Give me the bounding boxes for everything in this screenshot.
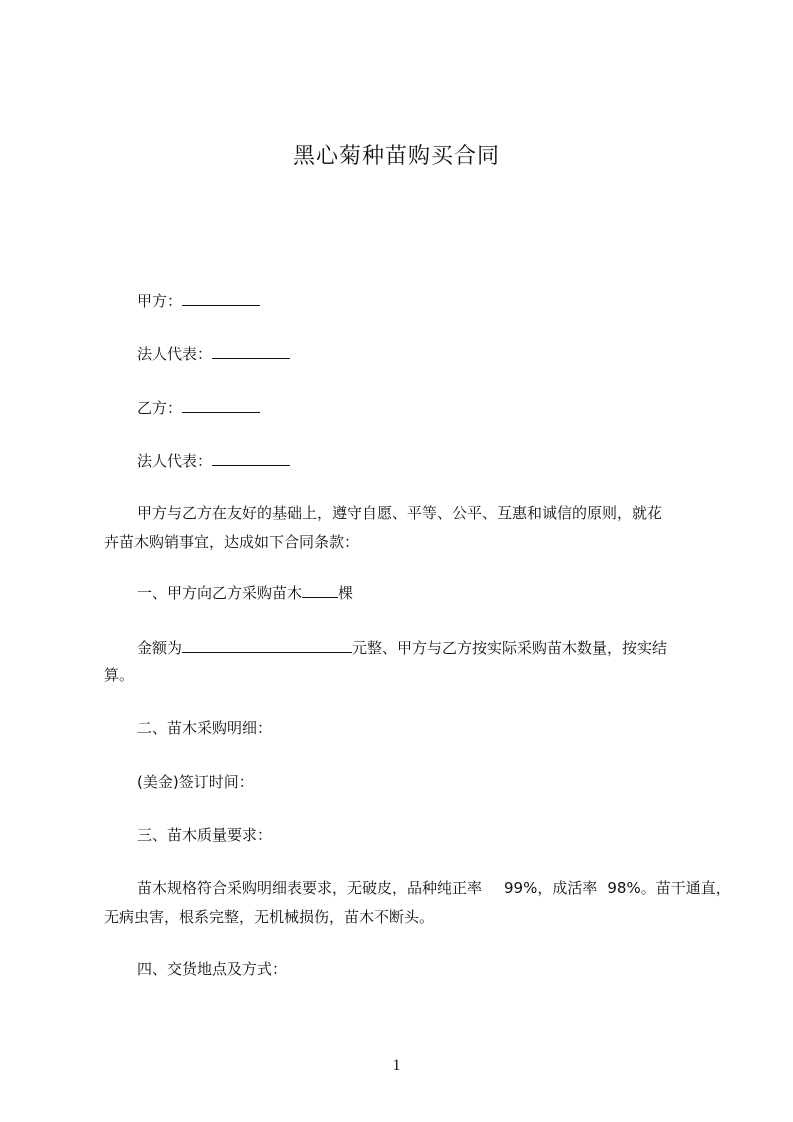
intro-paragraph-line-2: 卉苗木购销事宜，达成如下合同条款： xyxy=(104,533,360,551)
amount-label: 金额为 xyxy=(137,639,183,657)
party-b-rep-blank xyxy=(212,449,290,466)
section-4-heading: 四、交货地点及方式： xyxy=(137,960,288,978)
party-a-rep-line xyxy=(137,342,290,366)
amount-line-1 xyxy=(137,636,667,660)
party-b-blank xyxy=(182,396,260,413)
sign-time-line: (美金)签订时间： xyxy=(137,773,254,791)
party-b-label: 乙方： xyxy=(137,399,183,417)
party-a-label: 甲方： xyxy=(137,292,183,310)
document-title: 黑心菊种苗购买合同 xyxy=(292,144,500,169)
section-1-heading xyxy=(137,581,353,605)
party-a-rep-blank xyxy=(212,342,290,359)
party-a-line xyxy=(137,289,260,313)
party-a-rep-label: 法人代表： xyxy=(137,345,213,363)
party-b-rep-label: 法人代表： xyxy=(137,452,213,470)
quality-text-c: 98%。苗干通直， xyxy=(607,879,731,897)
page-number: 1 xyxy=(392,1057,401,1074)
section-3-heading: 三、苗木质量要求： xyxy=(137,826,273,844)
party-b-rep-line xyxy=(137,449,290,473)
amount-blank xyxy=(182,636,352,653)
section-1-unit: 棵 xyxy=(338,584,354,602)
quality-line-1 xyxy=(137,876,731,900)
intro-paragraph-line-1: 甲方与乙方在友好的基础上，遵守自愿、平等、公平、互惠和诚信的原则，就花 xyxy=(137,504,663,522)
quality-text-a: 苗木规格符合采购明细表要求，无破皮，品种纯正率 xyxy=(137,879,483,897)
quality-text-b: 99%，成活率 xyxy=(504,879,598,897)
quantity-blank xyxy=(302,581,338,598)
quality-line-2: 无病虫害，根系完整，无机械损伤，苗木不断头。 xyxy=(104,908,435,926)
amount-line-2: 算。 xyxy=(104,666,135,684)
party-a-blank xyxy=(182,289,260,306)
party-b-line xyxy=(137,396,260,420)
amount-text: 元整、甲方与乙方按实际采购苗木数量，按实结 xyxy=(352,639,668,657)
section-1-heading-text: 一、甲方向乙方采购苗木 xyxy=(137,584,303,602)
section-2-heading: 二、苗木采购明细： xyxy=(137,719,273,737)
